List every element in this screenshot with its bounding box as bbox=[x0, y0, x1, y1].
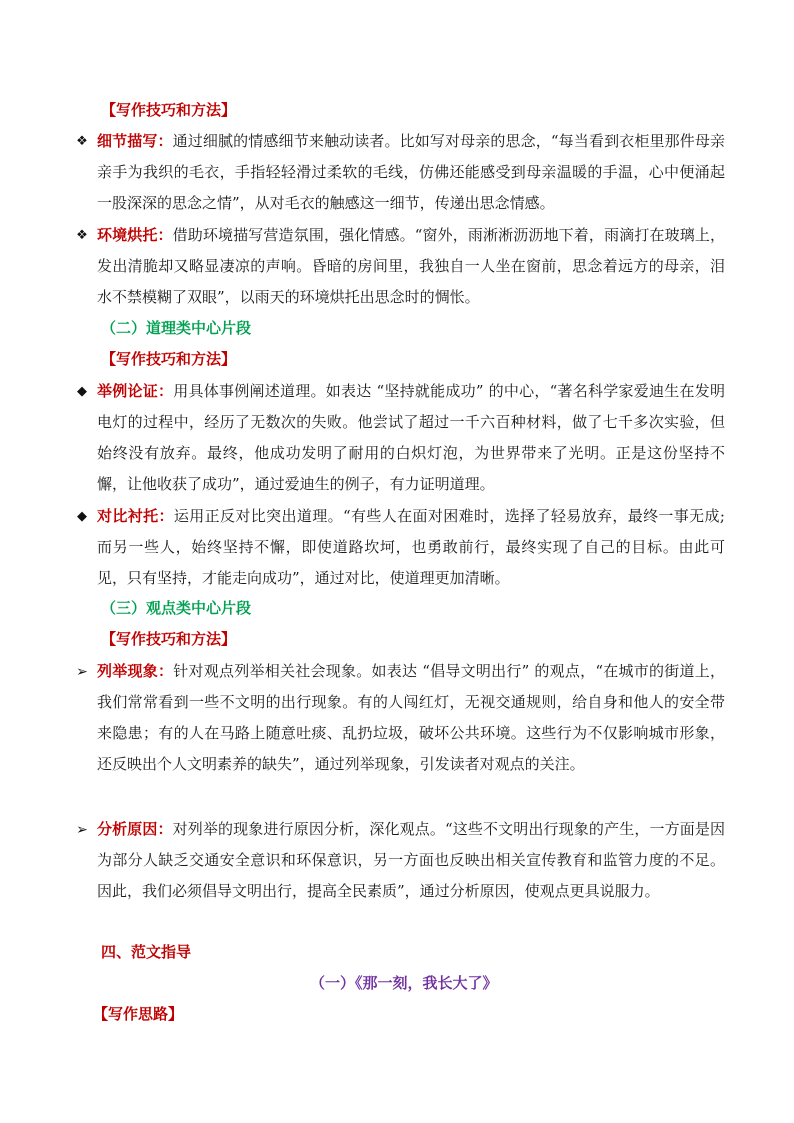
item-body: 对列举的现象进行原因分析，深化观点。“这些不文明出行现象的产生，一方面是因为部分人缺乏交通安全意识和环保意识，另一方面也反映出相关宣传教育和监管力度的不足。因此，我们必须倡导文明出行，提高全民素质”，通过分析原因，使观点更具说服力。 bbox=[97, 820, 725, 900]
list-item-analyze-causes bbox=[73, 814, 725, 907]
list-item-text: 列举现象：针对观点列举相关社会现象。如表达 “倡导文明出行” 的观点，“在城市的街道上，我们常常看到一些不文明的出行现象。有的人闯红灯，无视交通规则，给自身和他人的安全带来隐患；有的人在马路上随意吐痰、乱扔垃圾，破坏公共环境。这些行为不仅影响城市形象，还反映出个人文明素养的缺失”，通过列举现象，引发读者对观点的关注。 bbox=[97, 662, 725, 773]
list-item-text: 环境烘托：借助环境描写营造氛围，强化情感。“窗外，雨淅淅沥沥地下着，雨滴打在玻璃上，发出清脆却又略显凄凉的声响。昏暗的房间里，我独自一人坐在窗前，思念着远方的母亲，泪水不禁模糊了双眼”，以雨天的环境烘托出思念时的惆怅。 bbox=[97, 226, 725, 306]
part-heading-model-essay: 四、范文指导 bbox=[101, 943, 192, 961]
diamond-bullet-icon: ❖ bbox=[76, 228, 88, 243]
writing-idea-heading: 【写作思路】 bbox=[93, 1005, 184, 1023]
list-item-detail-description bbox=[73, 126, 725, 219]
item-body: 借助环境描写营造氛围，强化情感。“窗外，雨淅淅沥沥地下着，雨滴打在玻璃上，发出清脆却又略显凄凉的声响。昏暗的房间里，我独自一人坐在窗前，思念着远方的母亲，泪水不禁模糊了双眼”，以雨天的环境烘托出思念时的惆怅。 bbox=[97, 226, 725, 306]
filled-diamond-bullet-icon: ◆ bbox=[77, 384, 87, 399]
tips-heading-emotion: 【写作技巧和方法】 bbox=[101, 101, 237, 119]
term-label: 举例论证 bbox=[97, 382, 158, 400]
item-body: 通过细腻的情感细节来触动读者。比如写对母亲的思念，“每当看到衣柜里那件母亲亲手为我织的毛衣，手指轻轻滑过柔软的毛线，仿佛还能感受到母亲温暖的手温，心中便涌起一股深深的思念之情”，从对毛衣的触感这一细节，传递出思念情感。 bbox=[97, 132, 725, 212]
tips-heading-reason: 【写作技巧和方法】 bbox=[101, 350, 237, 368]
arrowhead-bullet-icon: ➢ bbox=[76, 664, 88, 680]
item-body: 针对观点列举相关社会现象。如表达 “倡导文明出行” 的观点，“在城市的街道上，我们常常看到一些不文明的出行现象。有的人闯红灯，无视交通规则，给自身和他人的安全带来隐患；有的人在马路上随意吐痰、乱扔垃圾，破坏公共环境。这些行为不仅影响城市形象，还反映出个人文明素养的缺失”，通过列举现象，引发读者对观点的关注。 bbox=[97, 662, 725, 773]
list-item-text: 分析原因：对列举的现象进行原因分析，深化观点。“这些不文明出行现象的产生，一方面是因为部分人缺乏交通安全意识和环保意识，另一方面也反映出相关宣传教育和监管力度的不足。因此，我们必须倡导文明出行，提高全民素质”，通过分析原因，使观点更具说服力。 bbox=[97, 820, 725, 900]
term-label: 对比衬托 bbox=[97, 507, 159, 525]
filled-diamond-bullet-icon: ◆ bbox=[77, 509, 87, 524]
list-item-text: 细节描写：通过细腻的情感细节来触动读者。比如写对母亲的思念，“每当看到衣柜里那件母亲亲手为我织的毛衣，手指轻轻滑过柔软的毛线，仿佛还能感受到母亲温暖的手温，心中便涌起一股深深的思念之情”，从对毛衣的触感这一细节，传递出思念情感。 bbox=[97, 132, 725, 212]
list-item-environment-setting bbox=[73, 220, 725, 313]
essay-title: （一）《那一刻，我长大了》 bbox=[310, 974, 498, 992]
list-item-list-phenomena bbox=[73, 656, 725, 780]
term-label: 细节描写 bbox=[97, 132, 158, 150]
section-heading-opinion: （三）观点类中心片段 bbox=[101, 599, 252, 617]
tips-heading-opinion: 【写作技巧和方法】 bbox=[101, 630, 237, 648]
list-item-contrast bbox=[73, 501, 725, 594]
term-label: 分析原因 bbox=[97, 820, 158, 838]
section-heading-reason: （二）道理类中心片段 bbox=[101, 319, 252, 337]
term-label: 环境烘托 bbox=[97, 226, 158, 244]
item-body: 运用正反对比突出道理。“有些人在面对困难时，选择了轻易放弃，最终一事无成; 而另一些人，始终坚持不懈，即使道路坎坷，也勇敢前行，最终实现了自己的目标。由此可见，只有坚持，才能走向成功”，通过对比，使道理更加清晰。 bbox=[97, 507, 725, 587]
term-label: 列举现象 bbox=[97, 662, 158, 680]
arrowhead-bullet-icon: ➢ bbox=[76, 822, 88, 838]
list-item-text: 举例论证：用具体事例阐述道理。如表达 “坚持就能成功” 的中心，“著名科学家爱迪生在发明电灯的过程中，经历了无数次的失败。他尝试了超过一千六百种材料，做了七千多次实验，但始终没有放弃。最终，他成功发明了耐用的白炽灯泡，为世界带来了光明。正是这份坚持不懈，让他收获了成功”，通过爱迪生的例子，有力证明道理。 bbox=[97, 382, 725, 493]
list-item-text: 对比衬托：运用正反对比突出道理。“有些人在面对困难时，选择了轻易放弃，最终一事无成; 而另一些人，始终坚持不懈，即使道路坎坷，也勇敢前行，最终实现了自己的目标。由此可见，只有坚持，才能走向成功”，通过对比，使道理更加清晰。 bbox=[97, 507, 725, 587]
diamond-bullet-icon: ❖ bbox=[76, 134, 88, 149]
list-item-example-argument bbox=[73, 376, 725, 500]
item-body: 用具体事例阐述道理。如表达 “坚持就能成功” 的中心，“著名科学家爱迪生在发明电灯的过程中，经历了无数次的失败。他尝试了超过一千六百种材料，做了七千多次实验，但始终没有放弃。最终，他成功发明了耐用的白炽灯泡，为世界带来了光明。正是这份坚持不懈，让他收获了成功”，通过爱迪生的例子，有力证明道理。 bbox=[97, 382, 725, 493]
